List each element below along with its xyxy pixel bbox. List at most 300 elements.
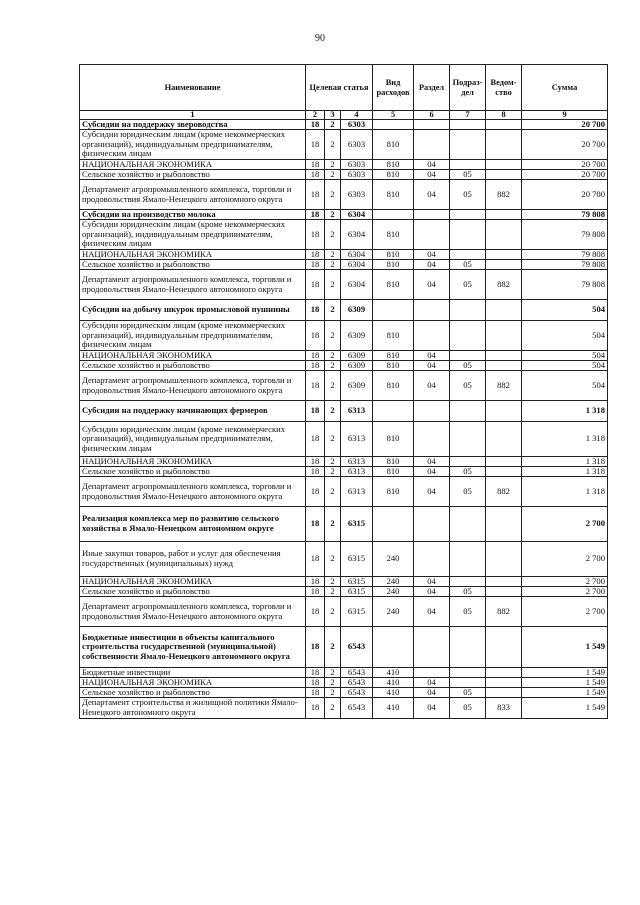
cell-sum: 1 549	[522, 668, 608, 678]
cell-name: Субсидии на поддержку начинающих фермеров	[80, 401, 306, 422]
cell-target-article-program: 18	[306, 698, 325, 719]
cell-department	[486, 260, 522, 270]
cell-expense-type	[373, 210, 414, 220]
cell-target-article-program: 18	[306, 542, 325, 577]
cell-target-article-program: 18	[306, 577, 325, 587]
cell-target-article-subprogram: 2	[325, 220, 341, 250]
cell-target-article-program: 18	[306, 220, 325, 250]
cell-target-article-subprogram: 2	[325, 250, 341, 260]
cell-sum: 79 808	[522, 270, 608, 300]
cell-section: 04	[414, 467, 450, 477]
cell-name: НАЦИОНАЛЬНАЯ ЭКОНОМИКА	[80, 457, 306, 467]
table-row	[80, 170, 608, 180]
cell-target-article-program: 18	[306, 321, 325, 351]
cell-department	[486, 627, 522, 668]
cell-expense-type: 810	[373, 321, 414, 351]
cell-target-article-subprogram: 2	[325, 542, 341, 577]
cell-section	[414, 542, 450, 577]
cell-subsection: 05	[450, 180, 486, 210]
table-body	[80, 120, 608, 719]
cell-name: Департамент строительства и жилищной политики Ямало-Ненецкого автономного округа	[80, 698, 306, 719]
cell-sum: 504	[522, 371, 608, 401]
cell-target-article-program: 18	[306, 260, 325, 270]
cell-target-article-code: 6313	[341, 477, 373, 507]
table-row	[80, 477, 608, 507]
table-row	[80, 698, 608, 719]
cell-target-article-program: 18	[306, 627, 325, 668]
cell-department: 882	[486, 270, 522, 300]
cell-department	[486, 688, 522, 698]
cell-section: 04	[414, 577, 450, 587]
cell-target-article-program: 18	[306, 688, 325, 698]
cell-department	[486, 250, 522, 260]
table-row	[80, 401, 608, 422]
cell-expense-type	[373, 507, 414, 542]
cell-subsection	[450, 300, 486, 321]
cell-expense-type: 410	[373, 668, 414, 678]
header-row	[80, 65, 608, 111]
table-row	[80, 120, 608, 130]
cell-expense-type: 810	[373, 457, 414, 467]
cell-expense-type: 810	[373, 180, 414, 210]
cell-target-article-program: 18	[306, 457, 325, 467]
cell-target-article-code: 6313	[341, 401, 373, 422]
cell-subsection	[450, 507, 486, 542]
cell-target-article-subprogram: 2	[325, 688, 341, 698]
cell-expense-type	[373, 120, 414, 130]
cell-target-article-code: 6313	[341, 422, 373, 457]
cell-expense-type: 810	[373, 160, 414, 170]
header-target-article: Целевая статья	[306, 65, 373, 111]
cell-name: Бюджетные инвестиции	[80, 668, 306, 678]
cell-target-article-subprogram: 2	[325, 597, 341, 627]
cell-section	[414, 507, 450, 542]
cell-sum: 504	[522, 321, 608, 351]
cell-section	[414, 130, 450, 160]
cell-sum: 2 700	[522, 577, 608, 587]
cell-target-article-code: 6315	[341, 577, 373, 587]
cell-target-article-code: 6304	[341, 250, 373, 260]
cell-subsection	[450, 160, 486, 170]
cell-target-article-subprogram: 2	[325, 120, 341, 130]
cell-name: НАЦИОНАЛЬНАЯ ЭКОНОМИКА	[80, 678, 306, 688]
cell-target-article-program: 18	[306, 270, 325, 300]
cell-section: 04	[414, 260, 450, 270]
column-number: 1	[80, 111, 306, 120]
cell-section: 04	[414, 371, 450, 401]
cell-name: Субсидии на производство молока	[80, 210, 306, 220]
cell-section: 04	[414, 688, 450, 698]
cell-target-article-program: 18	[306, 507, 325, 542]
cell-expense-type: 810	[373, 220, 414, 250]
cell-subsection: 05	[450, 477, 486, 507]
cell-subsection	[450, 422, 486, 457]
cell-name: Департамент агропромышленного комплекса, торговли и продовольствия Ямало-Ненецкого автономного округа	[80, 371, 306, 401]
cell-sum: 1 549	[522, 688, 608, 698]
cell-target-article-subprogram: 2	[325, 698, 341, 719]
cell-section	[414, 422, 450, 457]
column-number: 4	[341, 111, 373, 120]
cell-target-article-code: 6315	[341, 597, 373, 627]
cell-subsection	[450, 120, 486, 130]
cell-subsection: 05	[450, 270, 486, 300]
cell-name: Бюджетные инвестиции в объекты капитального строительства государственной (муниципальной) собственности Ямало-Ненецкого автономного округа	[80, 627, 306, 668]
cell-expense-type	[373, 401, 414, 422]
column-number: 2	[306, 111, 325, 120]
cell-expense-type	[373, 627, 414, 668]
cell-sum: 20 700	[522, 170, 608, 180]
cell-expense-type: 810	[373, 270, 414, 300]
cell-subsection: 05	[450, 467, 486, 477]
cell-name: Сельское хозяйство и рыболовство	[80, 170, 306, 180]
cell-target-article-subprogram: 2	[325, 401, 341, 422]
cell-department	[486, 361, 522, 371]
cell-name: НАЦИОНАЛЬНАЯ ЭКОНОМИКА	[80, 351, 306, 361]
table-row	[80, 467, 608, 477]
cell-name: Реализация комплекса мер по развитию сельского хозяйства в Ямало-Ненецком автономном округе	[80, 507, 306, 542]
cell-subsection: 05	[450, 698, 486, 719]
cell-sum: 2 700	[522, 597, 608, 627]
cell-target-article-code: 6313	[341, 467, 373, 477]
cell-section: 04	[414, 587, 450, 597]
cell-expense-type: 410	[373, 688, 414, 698]
cell-subsection	[450, 668, 486, 678]
cell-subsection	[450, 210, 486, 220]
cell-subsection	[450, 457, 486, 467]
cell-expense-type: 810	[373, 467, 414, 477]
cell-name: Департамент агропромышленного комплекса, торговли и продовольствия Ямало-Ненецкого автономного округа	[80, 597, 306, 627]
cell-subsection	[450, 220, 486, 250]
cell-subsection	[450, 351, 486, 361]
cell-name: Иные закупки товаров, работ и услуг для обеспечения государственных (муниципальных) нужд	[80, 542, 306, 577]
cell-sum: 2 700	[522, 587, 608, 597]
cell-sum: 1 549	[522, 698, 608, 719]
cell-target-article-subprogram: 2	[325, 351, 341, 361]
cell-expense-type: 810	[373, 260, 414, 270]
cell-department	[486, 401, 522, 422]
table-row	[80, 220, 608, 250]
cell-target-article-program: 18	[306, 160, 325, 170]
cell-department	[486, 668, 522, 678]
cell-department	[486, 457, 522, 467]
cell-target-article-program: 18	[306, 587, 325, 597]
cell-department	[486, 170, 522, 180]
table-row	[80, 688, 608, 698]
cell-subsection	[450, 250, 486, 260]
cell-expense-type: 810	[373, 351, 414, 361]
cell-department	[486, 120, 522, 130]
cell-target-article-program: 18	[306, 300, 325, 321]
cell-subsection: 05	[450, 597, 486, 627]
table-row	[80, 210, 608, 220]
cell-target-article-program: 18	[306, 120, 325, 130]
cell-target-article-subprogram: 2	[325, 180, 341, 210]
cell-target-article-code: 6543	[341, 698, 373, 719]
cell-target-article-subprogram: 2	[325, 210, 341, 220]
cell-target-article-program: 18	[306, 467, 325, 477]
cell-section: 04	[414, 457, 450, 467]
cell-name: Субсидии на поддержку звероводства	[80, 120, 306, 130]
cell-sum: 79 808	[522, 260, 608, 270]
cell-subsection	[450, 577, 486, 587]
cell-target-article-code: 6304	[341, 220, 373, 250]
cell-target-article-subprogram: 2	[325, 160, 341, 170]
cell-department	[486, 160, 522, 170]
cell-target-article-code: 6303	[341, 170, 373, 180]
cell-expense-type: 410	[373, 698, 414, 719]
cell-subsection: 05	[450, 361, 486, 371]
cell-expense-type	[373, 300, 414, 321]
cell-target-article-code: 6543	[341, 668, 373, 678]
table-row	[80, 507, 608, 542]
cell-section: 04	[414, 351, 450, 361]
cell-target-article-code: 6303	[341, 180, 373, 210]
cell-target-article-code: 6309	[341, 371, 373, 401]
cell-target-article-code: 6543	[341, 627, 373, 668]
cell-target-article-subprogram: 2	[325, 260, 341, 270]
cell-department	[486, 220, 522, 250]
cell-target-article-program: 18	[306, 597, 325, 627]
cell-section: 04	[414, 160, 450, 170]
cell-target-article-subprogram: 2	[325, 422, 341, 457]
cell-target-article-program: 18	[306, 422, 325, 457]
cell-department	[486, 300, 522, 321]
cell-sum: 1 318	[522, 422, 608, 457]
table-row	[80, 351, 608, 361]
cell-target-article-subprogram: 2	[325, 627, 341, 668]
cell-department	[486, 678, 522, 688]
cell-sum: 79 808	[522, 250, 608, 260]
cell-sum: 1 318	[522, 477, 608, 507]
table-row	[80, 668, 608, 678]
cell-sum: 79 808	[522, 210, 608, 220]
cell-subsection: 05	[450, 371, 486, 401]
header-name: Наименование	[80, 65, 306, 111]
cell-sum: 2 700	[522, 542, 608, 577]
cell-sum: 20 700	[522, 120, 608, 130]
cell-target-article-code: 6304	[341, 260, 373, 270]
cell-section: 04	[414, 250, 450, 260]
cell-subsection: 05	[450, 587, 486, 597]
cell-expense-type: 810	[373, 477, 414, 507]
cell-target-article-program: 18	[306, 668, 325, 678]
cell-department	[486, 210, 522, 220]
budget-table	[79, 64, 608, 719]
cell-section	[414, 321, 450, 351]
cell-section	[414, 668, 450, 678]
cell-section	[414, 627, 450, 668]
table-row	[80, 250, 608, 260]
cell-target-article-subprogram: 2	[325, 270, 341, 300]
cell-name: НАЦИОНАЛЬНАЯ ЭКОНОМИКА	[80, 577, 306, 587]
cell-name: Субсидии юридическим лицам (кроме некоммерческих организаций), индивидуальным предпринимателям, физическим лицам	[80, 321, 306, 351]
cell-target-article-program: 18	[306, 210, 325, 220]
cell-expense-type: 240	[373, 577, 414, 587]
cell-subsection	[450, 542, 486, 577]
cell-department: 882	[486, 477, 522, 507]
table-row	[80, 300, 608, 321]
cell-name: Сельское хозяйство и рыболовство	[80, 361, 306, 371]
cell-department	[486, 507, 522, 542]
cell-expense-type: 810	[373, 361, 414, 371]
cell-subsection	[450, 130, 486, 160]
cell-name: Сельское хозяйство и рыболовство	[80, 688, 306, 698]
table-row	[80, 361, 608, 371]
cell-target-article-code: 6309	[341, 361, 373, 371]
table-row	[80, 260, 608, 270]
table-row	[80, 160, 608, 170]
cell-target-article-code: 6315	[341, 587, 373, 597]
table-row	[80, 627, 608, 668]
cell-expense-type: 810	[373, 371, 414, 401]
cell-sum: 20 700	[522, 130, 608, 160]
cell-target-article-code: 6303	[341, 120, 373, 130]
table-row	[80, 457, 608, 467]
cell-sum: 1 549	[522, 678, 608, 688]
cell-expense-type: 810	[373, 170, 414, 180]
cell-name: НАЦИОНАЛЬНАЯ ЭКОНОМИКА	[80, 160, 306, 170]
cell-sum: 79 808	[522, 220, 608, 250]
cell-target-article-code: 6543	[341, 688, 373, 698]
cell-target-article-program: 18	[306, 130, 325, 160]
cell-sum: 2 700	[522, 507, 608, 542]
cell-subsection	[450, 321, 486, 351]
cell-target-article-subprogram: 2	[325, 170, 341, 180]
column-number: 9	[522, 111, 608, 120]
cell-target-article-subprogram: 2	[325, 467, 341, 477]
cell-target-article-program: 18	[306, 401, 325, 422]
table-row	[80, 371, 608, 401]
cell-target-article-program: 18	[306, 361, 325, 371]
cell-name: Субсидии на добычу шкурок промысловой пушнины	[80, 300, 306, 321]
cell-department: 833	[486, 698, 522, 719]
column-number: 8	[486, 111, 522, 120]
cell-target-article-code: 6313	[341, 457, 373, 467]
cell-target-article-program: 18	[306, 351, 325, 361]
cell-target-article-code: 6309	[341, 321, 373, 351]
cell-expense-type: 240	[373, 587, 414, 597]
cell-section	[414, 220, 450, 250]
cell-target-article-code: 6303	[341, 130, 373, 160]
cell-target-article-subprogram: 2	[325, 130, 341, 160]
cell-name: НАЦИОНАЛЬНАЯ ЭКОНОМИКА	[80, 250, 306, 260]
cell-name: Субсидии юридическим лицам (кроме некоммерческих организаций), индивидуальным предпринимателям, физическим лицам	[80, 130, 306, 160]
cell-target-article-subprogram: 2	[325, 507, 341, 542]
cell-expense-type: 810	[373, 422, 414, 457]
table-row	[80, 180, 608, 210]
cell-department	[486, 542, 522, 577]
cell-section: 04	[414, 170, 450, 180]
cell-target-article-program: 18	[306, 180, 325, 210]
header-expense-type: Вид расходов	[373, 65, 414, 111]
cell-target-article-code: 6304	[341, 270, 373, 300]
cell-subsection: 05	[450, 688, 486, 698]
cell-sum: 1 549	[522, 627, 608, 668]
cell-target-article-code: 6304	[341, 210, 373, 220]
cell-name: Сельское хозяйство и рыболовство	[80, 260, 306, 270]
cell-sum: 1 318	[522, 401, 608, 422]
cell-sum: 504	[522, 351, 608, 361]
cell-expense-type: 240	[373, 597, 414, 627]
cell-sum: 1 318	[522, 467, 608, 477]
table-row	[80, 422, 608, 457]
cell-target-article-program: 18	[306, 477, 325, 507]
cell-section: 04	[414, 477, 450, 507]
table-row	[80, 678, 608, 688]
cell-target-article-subprogram: 2	[325, 457, 341, 467]
column-number: 3	[325, 111, 341, 120]
cell-department: 882	[486, 371, 522, 401]
cell-target-article-code: 6303	[341, 160, 373, 170]
cell-target-article-subprogram: 2	[325, 577, 341, 587]
table-row	[80, 130, 608, 160]
table-row	[80, 321, 608, 351]
cell-sum: 1 318	[522, 457, 608, 467]
page-number: 90	[315, 33, 325, 44]
cell-target-article-program: 18	[306, 250, 325, 260]
cell-target-article-program: 18	[306, 170, 325, 180]
cell-section: 04	[414, 270, 450, 300]
cell-section: 04	[414, 678, 450, 688]
cell-subsection: 05	[450, 170, 486, 180]
column-number: 5	[373, 111, 414, 120]
cell-target-article-subprogram: 2	[325, 477, 341, 507]
cell-department	[486, 351, 522, 361]
cell-sum: 504	[522, 361, 608, 371]
cell-subsection: 05	[450, 260, 486, 270]
cell-department: 882	[486, 597, 522, 627]
cell-section: 04	[414, 361, 450, 371]
table-row	[80, 270, 608, 300]
cell-target-article-subprogram: 2	[325, 300, 341, 321]
cell-expense-type: 810	[373, 130, 414, 160]
cell-name: Сельское хозяйство и рыболовство	[80, 467, 306, 477]
cell-section	[414, 210, 450, 220]
cell-target-article-code: 6315	[341, 507, 373, 542]
header-subsection: Подраз-дел	[450, 65, 486, 111]
cell-department	[486, 587, 522, 597]
cell-section: 04	[414, 597, 450, 627]
cell-name: Субсидии юридическим лицам (кроме некоммерческих организаций), индивидуальным предпринимателям, физическим лицам	[80, 422, 306, 457]
cell-expense-type: 240	[373, 542, 414, 577]
cell-name: Департамент агропромышленного комплекса, торговли и продовольствия Ямало-Ненецкого автономного округа	[80, 180, 306, 210]
cell-target-article-code: 6543	[341, 678, 373, 688]
cell-target-article-subprogram: 2	[325, 371, 341, 401]
cell-section	[414, 300, 450, 321]
cell-subsection	[450, 401, 486, 422]
cell-subsection	[450, 627, 486, 668]
cell-sum: 504	[522, 300, 608, 321]
table-row	[80, 542, 608, 577]
table-row	[80, 577, 608, 587]
cell-target-article-code: 6309	[341, 351, 373, 361]
cell-target-article-subprogram: 2	[325, 361, 341, 371]
cell-department	[486, 422, 522, 457]
cell-department	[486, 321, 522, 351]
cell-target-article-subprogram: 2	[325, 587, 341, 597]
column-number: 6	[414, 111, 450, 120]
column-number: 7	[450, 111, 486, 120]
cell-expense-type: 810	[373, 250, 414, 260]
cell-department: 882	[486, 180, 522, 210]
cell-target-article-code: 6309	[341, 300, 373, 321]
cell-department	[486, 577, 522, 587]
cell-name: Субсидии юридическим лицам (кроме некоммерческих организаций), индивидуальным предпринимателям, физическим лицам	[80, 220, 306, 250]
cell-expense-type: 410	[373, 678, 414, 688]
cell-section: 04	[414, 698, 450, 719]
cell-name: Департамент агропромышленного комплекса, торговли и продовольствия Ямало-Ненецкого автономного округа	[80, 270, 306, 300]
table-row	[80, 597, 608, 627]
